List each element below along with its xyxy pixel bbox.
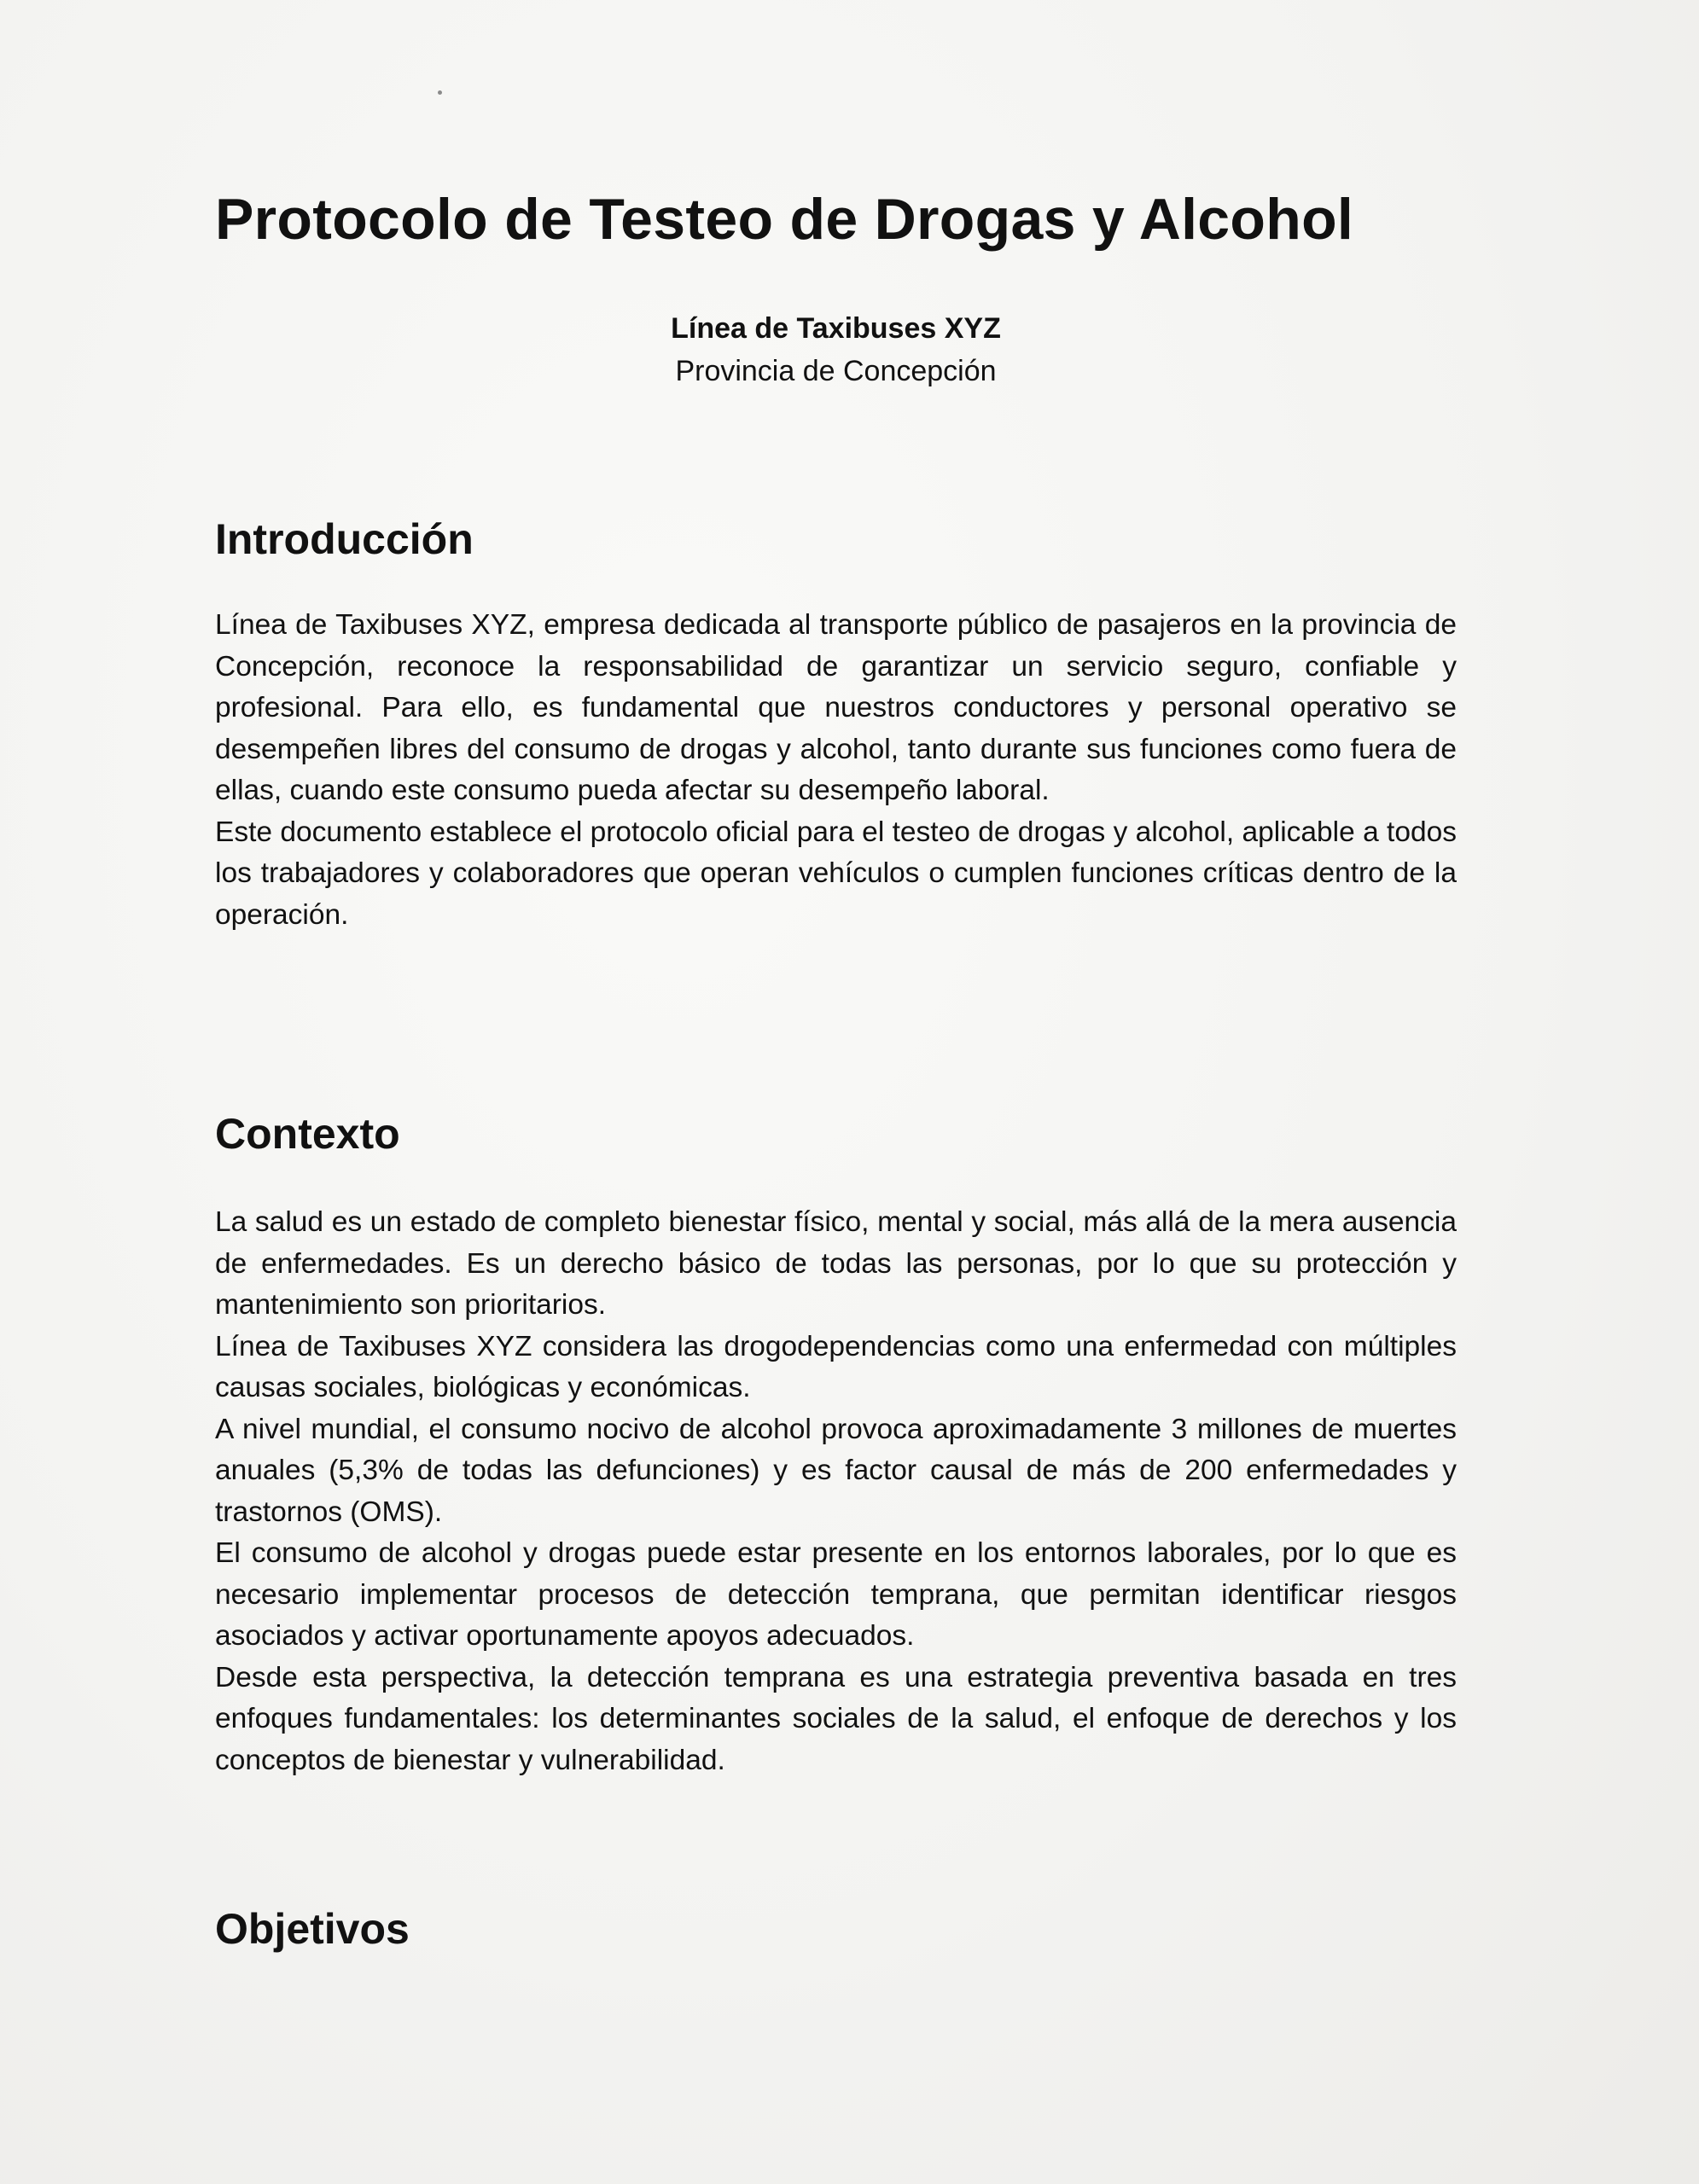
province-name: Provincia de Concepción — [675, 355, 997, 387]
contexto-body — [215, 1202, 1457, 1781]
introduccion-body — [215, 605, 1457, 936]
contexto-paragraph: La salud es un estado de completo bienestar físico, mental y social, más allá de la mera ausencia de enfermedades. Es un derecho básico de todas las personas, por lo que su protección y mantenimiento son prioritarios. — [215, 1206, 1457, 1321]
introduccion-paragraph: Este documento establece el protocolo oficial para el testeo de drogas y alcohol, aplicable a todos los trabajadores y colaboradores que operan vehículos o cumplen funciones críticas dentro de la operación. — [215, 816, 1457, 931]
objetivos-heading: Objetivos — [215, 1905, 410, 1953]
document-subtitle — [215, 307, 1457, 392]
scan-speck — [438, 90, 442, 95]
contexto-paragraph: A nivel mundial, el consumo nocivo de alcohol provoca aproximadamente 3 millones de muertes anuales (5,3% de todas las defunciones) y es factor causal de más de 200 enfermedades y trastornos (OMS). — [215, 1413, 1457, 1528]
document-title: Protocolo de Testeo de Drogas y Alcohol — [215, 187, 1354, 252]
introduccion-heading: Introducción — [215, 515, 474, 563]
contexto-paragraph: Línea de Taxibuses XYZ considera las drogodependencias como una enfermedad con múltiples causas sociales, biológicas y económicas. — [215, 1330, 1457, 1403]
contexto-paragraph: Desde esta perspectiva, la detección temprana es una estrategia preventiva basada en tres enfoques fundamentales: los determinantes sociales de la salud, el enfoque de derechos y los conceptos de bienestar y vulnerabilidad. — [215, 1661, 1457, 1776]
contexto-heading: Contexto — [215, 1110, 400, 1158]
company-name: Línea de Taxibuses XYZ — [671, 312, 1001, 345]
introduccion-paragraph: Línea de Taxibuses XYZ, empresa dedicada al transporte público de pasajeros en la provincia de Concepción, reconoce la responsabilidad de garantizar un servicio seguro, confiable y profesional. Para ello, es fundamental que nuestros conductores y personal operativo se desempeñen libres del consumo de drogas y alcohol, tanto durante sus funciones como fuera de ellas, cuando este consumo pueda afectar su desempeño laboral. — [215, 609, 1457, 806]
contexto-paragraph: El consumo de alcohol y drogas puede estar presente en los entornos laborales, por lo que es necesario implementar procesos de detección temprana, que permitan identificar riesgos asociados y activar oportunamente apoyos adecuados. — [215, 1537, 1457, 1652]
